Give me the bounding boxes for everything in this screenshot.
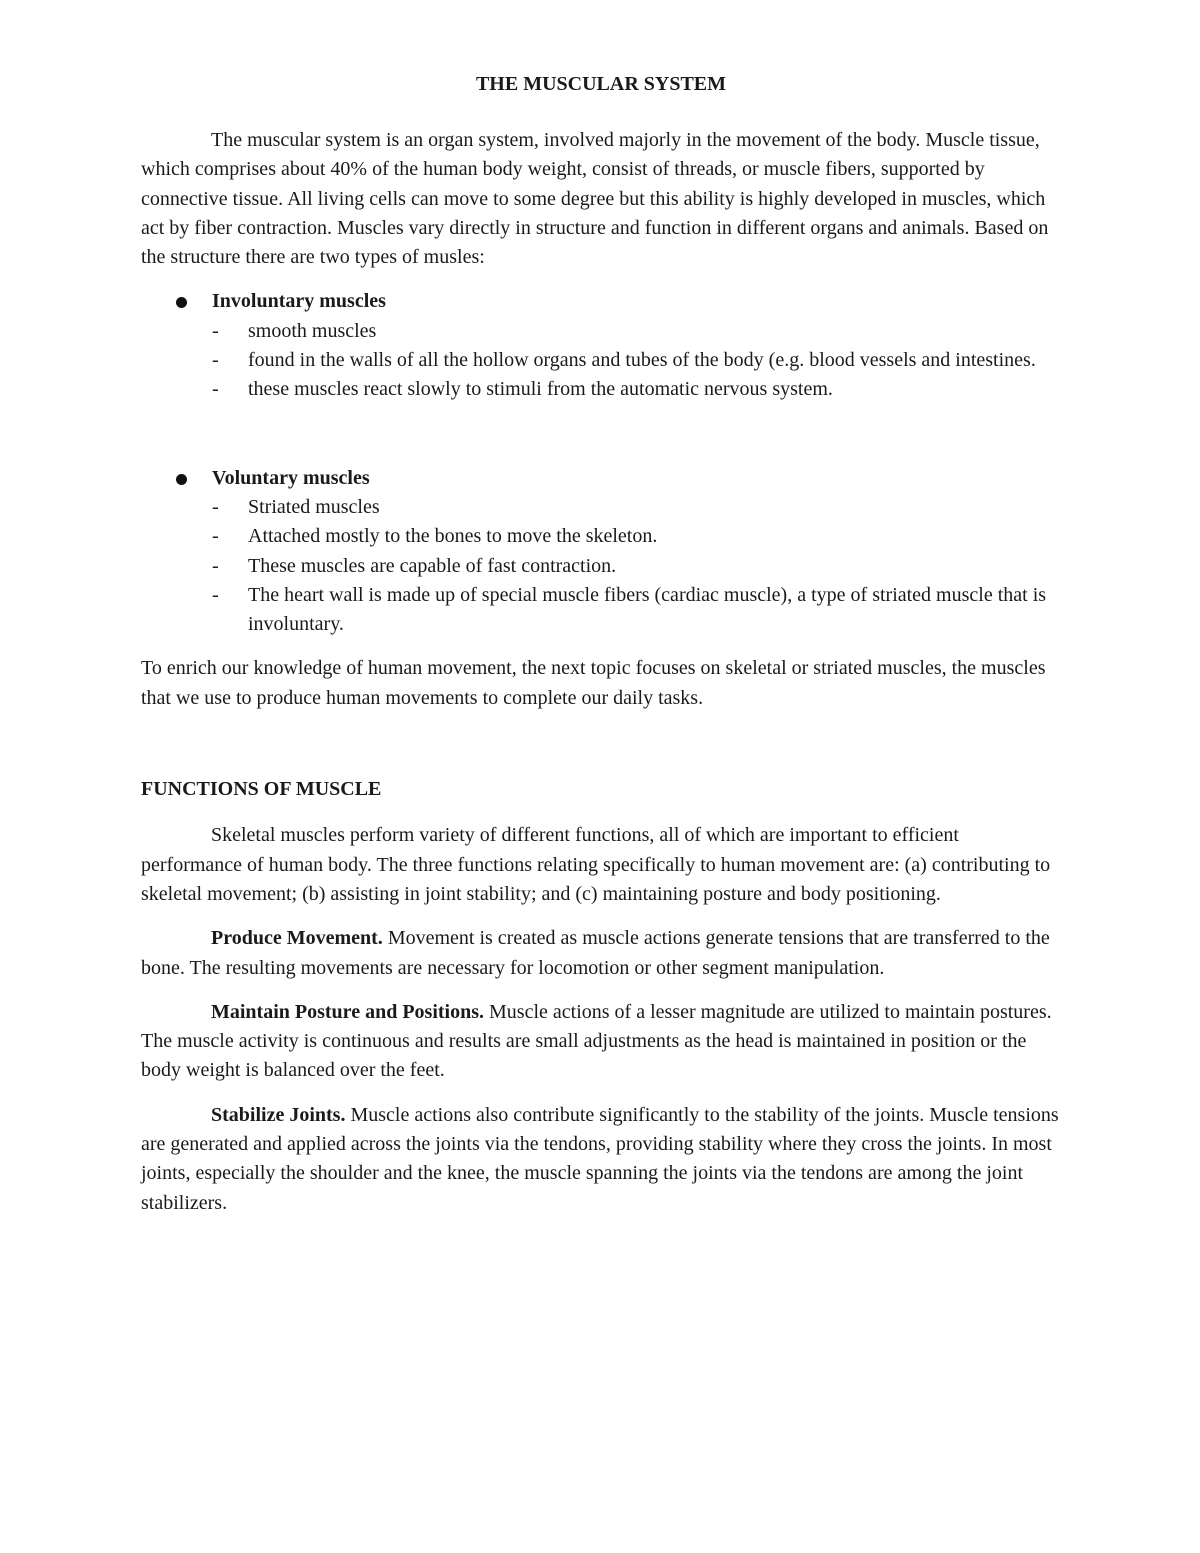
function-paragraph-posture: [141, 998, 1061, 1086]
list-item: [212, 552, 1061, 581]
list-item-text: The heart wall is made up of special muscle fibers (cardiac muscle), a type of striated muscle that is involuntary.: [248, 583, 1047, 636]
bullet-heading: Voluntary muscles: [212, 466, 370, 489]
function-lead: Maintain Posture and Positions.: [211, 1000, 484, 1023]
intro-paragraph: The muscular system is an organ system, involved majorly in the movement of the body. Muscle tissue, which comprises about 40% of the human body weight, consist of threads, or muscle fibers, supported by connective tissue. All living cells can move to some degree but this ability is highly developed in muscles, which act by fiber contraction. Muscles vary directly in structure and function in different organs and animals. Based on the structure there are two types of musles:: [141, 129, 1049, 269]
functions-heading: FUNCTIONS OF MUSCLE: [141, 778, 382, 801]
function-paragraph-movement: [141, 924, 1061, 983]
list-item: [212, 522, 1061, 551]
dash-icon: -: [212, 583, 219, 606]
document-title: THE MUSCULAR SYSTEM: [475, 73, 727, 95]
dash-icon: -: [212, 525, 219, 548]
list-item-voluntary: [141, 464, 1061, 640]
transition-paragraph: To enrich our knowledge of human movement, the next topic focuses on skeletal or striated muscles, the muscles that we use to produce human movements to complete our daily tasks.: [141, 657, 1046, 709]
list-item-text: These muscles are capable of fast contraction.: [248, 554, 617, 577]
list-item-text: Striated muscles: [248, 495, 380, 518]
dash-icon: -: [212, 349, 219, 372]
bullet-icon: [176, 297, 187, 308]
list-item-text: Attached mostly to the bones to move the skeleton.: [248, 525, 658, 548]
dash-icon: -: [212, 378, 219, 401]
function-text: Muscle actions of a lesser magnitude are utilized to maintain postures. The muscle activity is continuous and results are small adjustments as the head is maintained in position or the body weight is balanced over the feet.: [141, 1000, 1052, 1082]
bullet-icon: [176, 474, 187, 485]
sub-list: [212, 493, 1061, 639]
muscle-type-list: [141, 287, 1061, 639]
document-page: [141, 60, 1061, 1218]
functions-intro-paragraph: Skeletal muscles perform variety of different functions, all of which are important to efficient performance of human body. The three functions relating specifically to human movement are: (a) contributing to skeletal movement; (b) assisting in joint stability; and (c) maintaining posture and body positioning.: [141, 824, 1051, 905]
list-item: [212, 317, 1061, 346]
dash-icon: -: [212, 554, 219, 577]
list-item-involuntary: [141, 287, 1061, 404]
list-item: [212, 581, 1061, 640]
list-item-text: these muscles react slowly to stimuli from the automatic nervous system.: [248, 378, 833, 401]
list-item: [212, 493, 1061, 522]
dash-icon: -: [212, 319, 219, 342]
function-lead: Produce Movement.: [211, 927, 383, 950]
dash-icon: -: [212, 495, 219, 518]
function-paragraph-joints: [141, 1101, 1061, 1218]
sub-list: [212, 317, 1061, 405]
bullet-heading: Involuntary muscles: [212, 290, 386, 313]
list-item-text: smooth muscles: [248, 319, 377, 342]
function-text: Movement is created as muscle actions generate tensions that are transferred to the bone. The resulting movements are necessary for locomotion or other segment manipulation.: [141, 927, 1050, 979]
list-item: [212, 346, 1061, 375]
list-item: [212, 375, 1061, 404]
function-text: Muscle actions also contribute significantly to the stability of the joints. Muscle tensions are generated and applied across the joints via the tendons, providing stability where they cross the joints. In most joints, especially the shoulder and the knee, the muscle spanning the joints via the tendons are among the joint stabilizers.: [141, 1103, 1059, 1214]
list-item-text: found in the walls of all the hollow organs and tubes of the body (e.g. blood vessels and intestines.: [248, 349, 1036, 372]
function-lead: Stabilize Joints.: [211, 1103, 346, 1126]
